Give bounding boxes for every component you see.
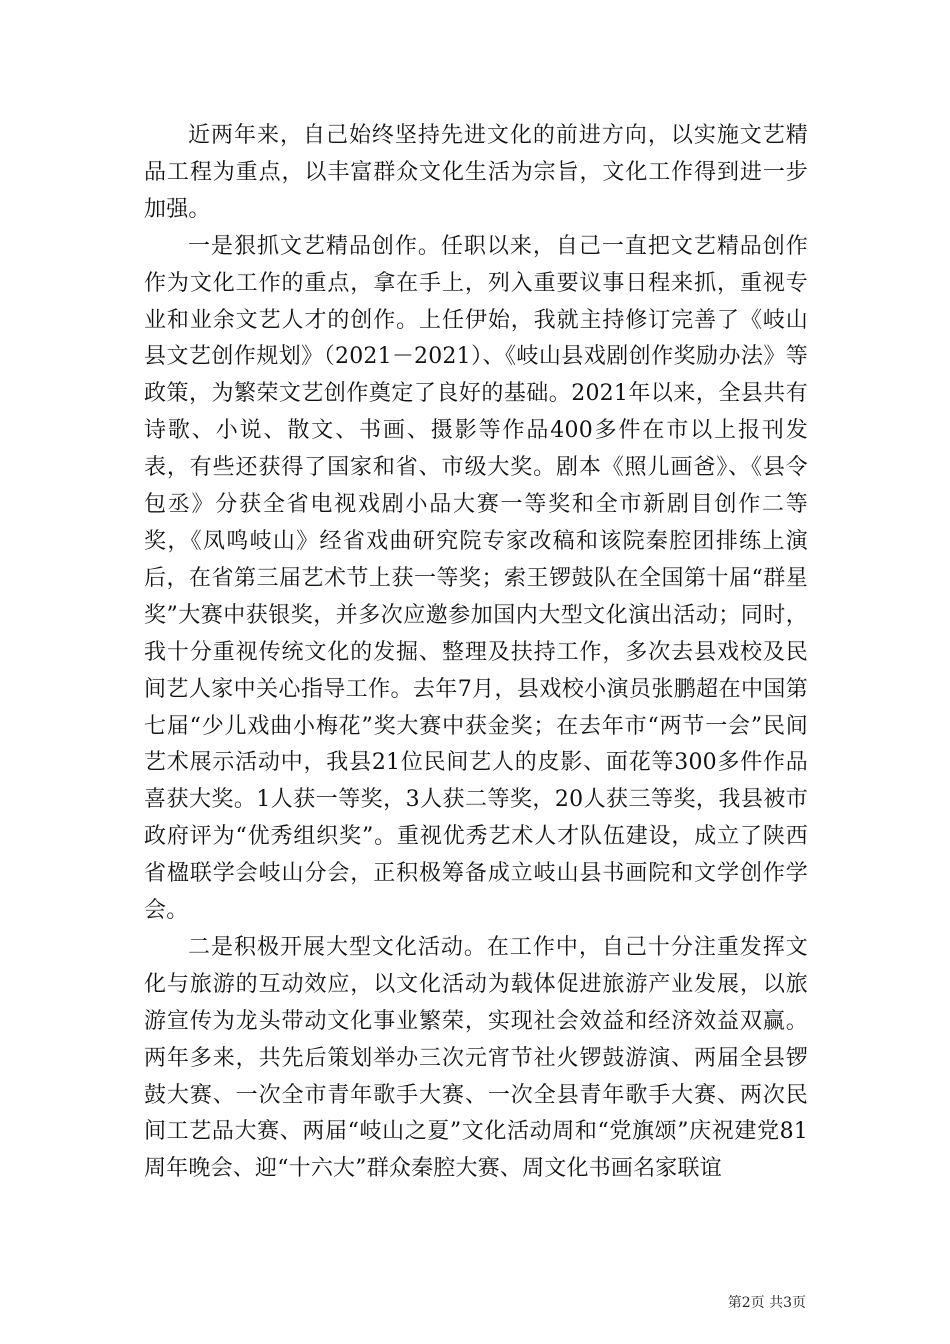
page-number-footer: 第2页 共3页 bbox=[727, 1295, 806, 1311]
document-body bbox=[144, 118, 808, 1188]
paragraph-intro: 近两年来，自己始终坚持先进文化的前进方向，以实施文艺精品工程为重点，以丰富群众文化生活为宗旨，文化工作得到进一步加强。 bbox=[144, 123, 808, 222]
paragraph-literary-creation: 一是狠抓文艺精品创作。任职以来，自己一直把文艺精品创作作为文化工作的重点，拿在手上，列入重要议事日程来抓，重视专业和业余文艺人才的创作。上任伊始，我就主持修订完善了《岐山县文艺创作规划》（2021－2021）、《岐山县戏剧创作奖励办法》等政策，为繁荣文艺创作奠定了良好的基础。2021年以来，全县共有诗歌、小说、散文、书画、摄影等作品400多件在市以上报刊发表，有些还获得了国家和省、市级大奖。剧本《照儿画爸》、《县令包丞》分获全省电视戏剧小品大赛一等奖和全市新剧目创作二等奖，《凤鸣岐山》经省戏曲研究院专家改稿和该院秦腔团排练上演后，在省第三届艺术节上获一等奖；索王锣鼓队在全国第十届“群星奖”大赛中获银奖，并多次应邀参加国内大型文化演出活动；同时，我十分重视传统文化的发掘、整理及扶持工作，多次去县戏校及民间艺人家中关心指导工作。去年7月，县戏校小演员张鹏超在中国第七届“少儿戏曲小梅花”奖大赛中获金奖；在去年市“两节一会”民间艺术展示活动中，我县21位民间艺人的皮影、面花等300多件作品喜获大奖。1人获一等奖，3人获二等奖，20人获三等奖，我县被市政府评为“优秀组织奖”。重视优秀艺术人才队伍建设，成立了陕西省楹联学会岐山分会，正积极筹备成立岐山县书画院和文学创作学会。 bbox=[144, 233, 808, 924]
paragraph-cultural-activities: 二是积极开展大型文化活动。在工作中，自己十分注重发挥文化与旅游的互动效应，以文化活动为载体促进旅游产业发展，以旅游宣传为龙头带动文化事业繁荣，实现社会效益和经济效益双赢。两年多来，共先后策划举办三次元宵节社火锣鼓游演、两届全县锣鼓大赛、一次全市青年歌手大赛、一次全县青年歌手大赛、两次民间工艺品大赛、两届“岐山之夏”文化活动周和“党旗颂”庆祝建党81周年晚会、迎“十六大”群众秦腔大赛、周文化书画名家联谊 bbox=[144, 934, 808, 1182]
